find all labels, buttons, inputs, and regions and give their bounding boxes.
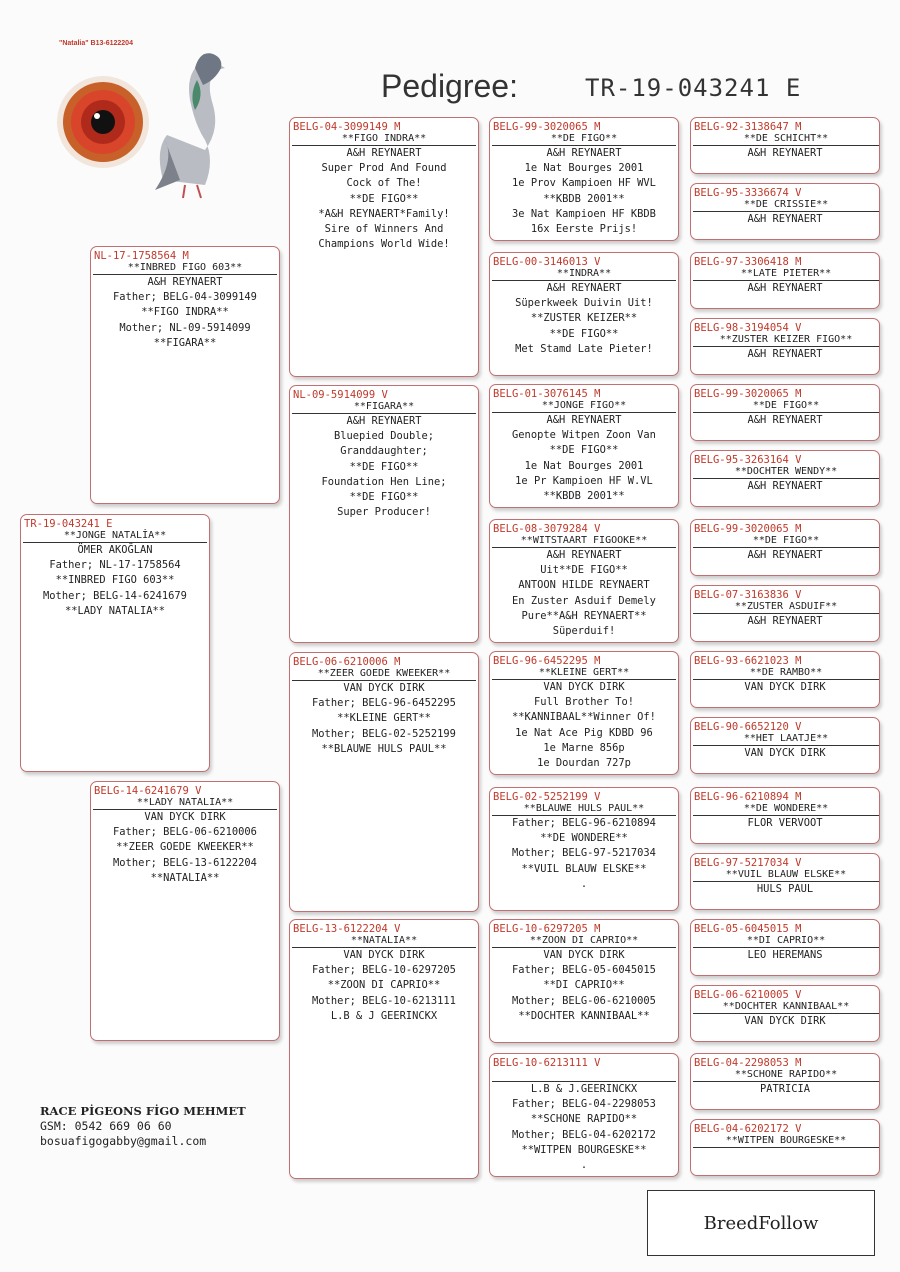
ring-number: BELG-95-3336674 V bbox=[694, 187, 802, 199]
info-line: **WITPEN BOURGESKE** bbox=[521, 1143, 647, 1156]
info-line: **ZUSTER KEIZER** bbox=[530, 312, 638, 325]
contact-info bbox=[40, 1104, 246, 1149]
pigeon-name: **FIGARA** bbox=[292, 401, 476, 414]
info-line: 1e Dourdan 727p bbox=[537, 757, 631, 770]
pigeon-name: **INDRA** bbox=[492, 268, 676, 281]
ring-number: BELG-90-6652120 V bbox=[694, 721, 802, 733]
info-line: 1e Nat Ace Pig KDBD 96 bbox=[515, 726, 653, 739]
pedigree-box-g15 bbox=[690, 1053, 880, 1110]
info-line: A&H REYNAERT bbox=[747, 549, 823, 561]
ring-number: BELG-07-3163836 V bbox=[694, 589, 802, 601]
info-line: **ZEER GOEDE KWEEKER** bbox=[116, 841, 254, 854]
info-line: VAN DYCK DIRK bbox=[744, 1015, 826, 1027]
pedigree-box-dsd bbox=[489, 787, 679, 911]
info-line: Sire of Winners And bbox=[324, 223, 444, 236]
info-line: VAN DYCK DIRK bbox=[744, 747, 826, 759]
phone-number: GSM: 0542 669 06 60 bbox=[40, 1119, 172, 1133]
ring-number: BELG-93-6621023 M bbox=[694, 655, 802, 667]
info-line: Foundation Hen Line; bbox=[321, 475, 447, 488]
pedigree-box-g4 bbox=[690, 318, 880, 375]
info-line: 1e Nat Bourges 2001 bbox=[524, 162, 644, 175]
info-line: Mother; BELG-13-6122204 bbox=[113, 856, 257, 869]
info-line: 1e Nat Bourges 2001 bbox=[524, 459, 644, 472]
ring-number: BELG-99-3020065 M bbox=[694, 523, 802, 535]
pedigree-box-subject bbox=[20, 514, 210, 772]
info-line: 1e Prov Kampioen HF WVL bbox=[512, 177, 656, 190]
breeder-name: RACE PİGEONS FİGO MEHMET bbox=[40, 1104, 246, 1118]
info-line: En Zuster Asduif Demely bbox=[512, 594, 656, 607]
pedigree-box-sss bbox=[489, 117, 679, 241]
pedigree-box-sd bbox=[289, 385, 479, 643]
ring-number: NL-09-5914099 V bbox=[293, 389, 388, 401]
pedigree-box-ssd bbox=[489, 252, 679, 376]
info-line: **BLAUWE HULS PAUL** bbox=[321, 742, 447, 755]
pedigree-box-g5 bbox=[690, 384, 880, 441]
info-line: **SCHONE RAPIDO** bbox=[530, 1113, 638, 1126]
info-line: Pure**A&H REYNAERT** bbox=[521, 609, 647, 622]
info-line: Süperduif! bbox=[552, 625, 616, 638]
info-line: 1e Marne 856p bbox=[543, 741, 625, 754]
pigeon-name: **INBRED FIGO 603** bbox=[93, 262, 277, 275]
ring-number: BELG-14-6241679 V bbox=[94, 785, 202, 797]
ring-number: BELG-02-5252199 V bbox=[493, 791, 601, 803]
ring-number: BELG-10-6213111 V bbox=[493, 1057, 601, 1069]
pedigree-box-g14 bbox=[690, 985, 880, 1042]
info-line: Super Producer! bbox=[337, 506, 431, 519]
info-line: Cock of The! bbox=[346, 177, 422, 190]
pedigree-box-g2 bbox=[690, 183, 880, 240]
page-title: Pedigree: bbox=[381, 68, 518, 104]
info-line: VAN DYCK DIRK bbox=[543, 949, 625, 961]
pedigree-box-dss bbox=[489, 651, 679, 775]
info-line: 16x Eerste Prijs! bbox=[530, 223, 638, 236]
pedigree-box-g9 bbox=[690, 651, 880, 708]
ring-number: BELG-04-3099149 M bbox=[293, 121, 401, 133]
info-line: **DE WONDERE** bbox=[540, 832, 628, 845]
info-line: **DE FIGO** bbox=[349, 460, 419, 473]
pedigree-box-ss bbox=[289, 117, 479, 377]
brand-box bbox=[647, 1190, 875, 1256]
info-line: Süperkweek Duivin Uit! bbox=[515, 297, 653, 310]
info-line: A&H REYNAERT bbox=[747, 414, 823, 426]
info-line: **INBRED FIGO 603** bbox=[55, 574, 175, 587]
pedigree-box-g8 bbox=[690, 585, 880, 642]
info-line: **ZOON DI CAPRIO** bbox=[327, 979, 441, 992]
ring-number: BELG-99-3020065 M bbox=[493, 121, 601, 133]
pedigree-box-g10 bbox=[690, 717, 880, 774]
pigeon-name: **WITPEN BOURGESKE** bbox=[693, 1135, 879, 1148]
info-line: L.B & J.GEERINCKX bbox=[530, 1083, 638, 1095]
info-line: *A&H REYNAERT*Family! bbox=[318, 207, 450, 220]
pigeon-name: **FIGO INDRA** bbox=[292, 133, 476, 146]
info-line: A&H REYNAERT bbox=[747, 147, 823, 159]
info-line: Champions World Wide! bbox=[318, 238, 450, 251]
ring-number: BELG-97-3306418 M bbox=[694, 256, 802, 268]
info-line: A&H REYNAERT bbox=[147, 276, 223, 288]
ring-number: BELG-05-6045015 M bbox=[694, 923, 802, 935]
info-line: ÖMER AKOĞLAN bbox=[77, 544, 153, 556]
info-line: **KBDB 2001** bbox=[543, 192, 625, 205]
ring-number: BELG-97-5217034 V bbox=[694, 857, 802, 869]
info-line: Father; BELG-04-3099149 bbox=[113, 291, 257, 304]
pigeon-name: **DE FIGO** bbox=[492, 133, 676, 146]
pigeon-name: **JONGE FIGO** bbox=[492, 400, 676, 413]
pedigree-box-sds bbox=[489, 384, 679, 508]
ring-number: BELG-96-6210894 M bbox=[694, 791, 802, 803]
info-line: **VUIL BLAUW ELSKE** bbox=[521, 862, 647, 875]
info-line: LEO HEREMANS bbox=[747, 949, 823, 961]
info-line: **DE FIGO** bbox=[549, 444, 619, 457]
info-line: Mother; BELG-10-6213111 bbox=[312, 994, 456, 1007]
info-line: Mother; BELG-14-6241679 bbox=[43, 589, 187, 602]
ring-number: BELG-95-3263164 V bbox=[694, 454, 802, 466]
info-line: Father; BELG-10-6297205 bbox=[312, 964, 456, 977]
pedigree-box-g11 bbox=[690, 787, 880, 844]
info-line: A&H REYNAERT bbox=[546, 549, 622, 561]
info-line: **KANNIBAAL**Winner Of! bbox=[512, 711, 656, 724]
info-line: A&H REYNAERT bbox=[346, 415, 422, 427]
ring-number: BELG-13-6122204 V bbox=[293, 923, 401, 935]
pedigree-box-g12 bbox=[690, 853, 880, 910]
info-line: VAN DYCK DIRK bbox=[343, 949, 425, 961]
email-address: bosuafigogabby@gmail.com bbox=[40, 1134, 207, 1148]
pigeon-name bbox=[492, 1069, 676, 1082]
info-line: A&H REYNAERT bbox=[346, 147, 422, 159]
info-line: A&H REYNAERT bbox=[546, 147, 622, 159]
pigeon-name: **KLEINE GERT** bbox=[492, 667, 676, 680]
info-line: Genopte Witpen Zoon Van bbox=[512, 429, 656, 442]
info-line: . bbox=[580, 1159, 588, 1172]
pigeon-icon bbox=[55, 40, 225, 200]
pedigree-box-sire bbox=[90, 246, 280, 504]
ring-number: TR-19-043241 E bbox=[24, 518, 113, 530]
info-line: Bluepied Double; bbox=[333, 430, 435, 443]
info-line: **KLEINE GERT** bbox=[337, 712, 431, 725]
info-line: Father; BELG-05-6045015 bbox=[512, 964, 656, 977]
ring-number: BELG-06-6210006 M bbox=[293, 656, 401, 668]
pigeon-name: **ZUSTER ASDUIF** bbox=[693, 601, 879, 614]
info-line: 3e Nat Kampioen HF KBDB bbox=[512, 207, 656, 220]
info-line: VAN DYCK DIRK bbox=[744, 681, 826, 693]
info-line: A&H REYNAERT bbox=[747, 480, 823, 492]
info-line: Mother; BELG-97-5217034 bbox=[512, 847, 656, 860]
info-line: Father; BELG-06-6210006 bbox=[113, 826, 257, 839]
info-line: 1e Pr Kampioen HF W.VL bbox=[515, 474, 653, 487]
info-line: VAN DYCK DIRK bbox=[543, 681, 625, 693]
info-line: **DI CAPRIO** bbox=[543, 979, 625, 992]
info-line: Father; BELG-96-6210894 bbox=[512, 817, 656, 829]
pedigree-box-dd bbox=[289, 919, 479, 1179]
pedigree-box-dam bbox=[90, 781, 280, 1041]
logo-caption: "Natalia" B13-6122204 bbox=[59, 40, 133, 47]
info-line: **NATALIA** bbox=[150, 871, 220, 884]
info-line: A&H REYNAERT bbox=[747, 282, 823, 294]
pedigree-box-g6 bbox=[690, 450, 880, 507]
info-line: **DE FIGO** bbox=[349, 491, 419, 504]
pigeon-name: **DI CAPRIO** bbox=[693, 935, 879, 948]
info-line: Granddaughter; bbox=[340, 445, 428, 458]
pigeon-name: **ZEER GOEDE KWEEKER** bbox=[292, 668, 476, 681]
info-line: L.B & J GEERINCKX bbox=[330, 1009, 438, 1022]
info-line: ANTOON HILDE REYNAERT bbox=[518, 579, 650, 592]
pigeon-name: **ZUSTER KEIZER FIGO** bbox=[693, 334, 879, 347]
info-line: Uit**DE FIGO** bbox=[540, 564, 628, 577]
info-line: Father; NL-17-1758564 bbox=[49, 559, 181, 572]
ring-number: BELG-10-6297205 M bbox=[493, 923, 601, 935]
info-line: VAN DYCK DIRK bbox=[144, 811, 226, 823]
pedigree-box-ddd bbox=[489, 1053, 679, 1177]
info-line: . bbox=[580, 877, 588, 890]
pigeon-name: **JONGE NATALİA** bbox=[23, 530, 207, 543]
info-line: Father; BELG-04-2298053 bbox=[512, 1098, 656, 1111]
pigeon-name: **BLAUWE HULS PAUL** bbox=[492, 803, 676, 816]
pedigree-box-dds bbox=[489, 919, 679, 1043]
pedigree-box-g1 bbox=[690, 117, 880, 174]
info-line: FLOR VERVOOT bbox=[747, 817, 823, 829]
pigeon-name: **VUIL BLAUW ELSKE** bbox=[693, 869, 879, 882]
info-line: A&H REYNAERT bbox=[747, 213, 823, 225]
info-line: **DE FIGO** bbox=[549, 327, 619, 340]
pedigree-box-ds bbox=[289, 652, 479, 912]
pigeon-name: **LADY NATALIA** bbox=[93, 797, 277, 810]
ring-number: BELG-04-6202172 V bbox=[694, 1123, 802, 1135]
pigeon-name: **DE RAMBO** bbox=[693, 667, 879, 680]
info-line: **KBDB 2001** bbox=[543, 490, 625, 503]
ring-number: BELG-96-6452295 M bbox=[493, 655, 601, 667]
info-line: A&H REYNAERT bbox=[546, 282, 622, 294]
info-line: **FIGO INDRA** bbox=[141, 306, 229, 319]
info-line: Mother; BELG-04-6202172 bbox=[512, 1128, 656, 1141]
info-line: Mother; BELG-06-6210005 bbox=[512, 994, 656, 1007]
info-line: Mother; NL-09-5914099 bbox=[119, 321, 251, 334]
ring-number: BELG-01-3076145 M bbox=[493, 388, 601, 400]
pedigree-box-g16 bbox=[690, 1119, 880, 1176]
pigeon-logo bbox=[55, 40, 225, 200]
subject-ring-number: TR-19-043241 E bbox=[585, 74, 802, 102]
info-line: HULS PAUL bbox=[756, 883, 814, 895]
info-line: **FIGARA** bbox=[153, 336, 217, 349]
ring-number: BELG-04-2298053 M bbox=[694, 1057, 802, 1069]
info-line: VAN DYCK DIRK bbox=[343, 682, 425, 694]
info-line: A&H REYNAERT bbox=[747, 348, 823, 360]
info-line: Father; BELG-96-6452295 bbox=[312, 697, 456, 710]
info-line: PATRICIA bbox=[759, 1083, 811, 1095]
pigeon-name: **DE WONDERE** bbox=[693, 803, 879, 816]
pigeon-name: **DE SCHICHT** bbox=[693, 133, 879, 146]
ring-number: BELG-98-3194054 V bbox=[694, 322, 802, 334]
pigeon-name: **NATALIA** bbox=[292, 935, 476, 948]
pigeon-name: **ZOON DI CAPRIO** bbox=[492, 935, 676, 948]
pigeon-name: **DE FIGO** bbox=[693, 535, 879, 548]
pigeon-name: **DOCHTER KANNIBAAL** bbox=[693, 1001, 879, 1014]
pedigree-box-sdd bbox=[489, 519, 679, 643]
ring-number: BELG-99-3020065 M bbox=[694, 388, 802, 400]
info-line: **LADY NATALIA** bbox=[64, 604, 166, 617]
pigeon-name: **DE CRISSIE** bbox=[693, 199, 879, 212]
ring-number: BELG-92-3138647 M bbox=[694, 121, 802, 133]
info-line: A&H REYNAERT bbox=[747, 615, 823, 627]
brand-label: BreedFollow bbox=[703, 1212, 819, 1234]
info-line: Mother; BELG-02-5252199 bbox=[312, 727, 456, 740]
pigeon-name: **SCHONE RAPIDO** bbox=[693, 1069, 879, 1082]
ring-number: NL-17-1758564 M bbox=[94, 250, 189, 262]
pigeon-name: **LATE PIETER** bbox=[693, 268, 879, 281]
pedigree-box-g3 bbox=[690, 252, 880, 309]
pedigree-box-g7 bbox=[690, 519, 880, 576]
info-line: **DE FIGO** bbox=[349, 192, 419, 205]
ring-number: BELG-06-6210005 V bbox=[694, 989, 802, 1001]
info-line: A&H REYNAERT bbox=[546, 414, 622, 426]
pigeon-name: **WITSTAART FIGOOKE** bbox=[492, 535, 676, 548]
pigeon-name: **DE FIGO** bbox=[693, 400, 879, 413]
info-line: Met Stamd Late Pieter! bbox=[515, 342, 653, 355]
info-line: Full Brother To! bbox=[533, 696, 635, 709]
ring-number: BELG-08-3079284 V bbox=[493, 523, 601, 535]
pigeon-name: **HET LAATJE** bbox=[693, 733, 879, 746]
ring-number: BELG-00-3146013 V bbox=[493, 256, 601, 268]
info-line: Super Prod And Found bbox=[321, 162, 447, 175]
pigeon-name: **DOCHTER WENDY** bbox=[693, 466, 879, 479]
pedigree-box-g13 bbox=[690, 919, 880, 976]
info-line: **DOCHTER KANNIBAAL** bbox=[518, 1009, 650, 1022]
